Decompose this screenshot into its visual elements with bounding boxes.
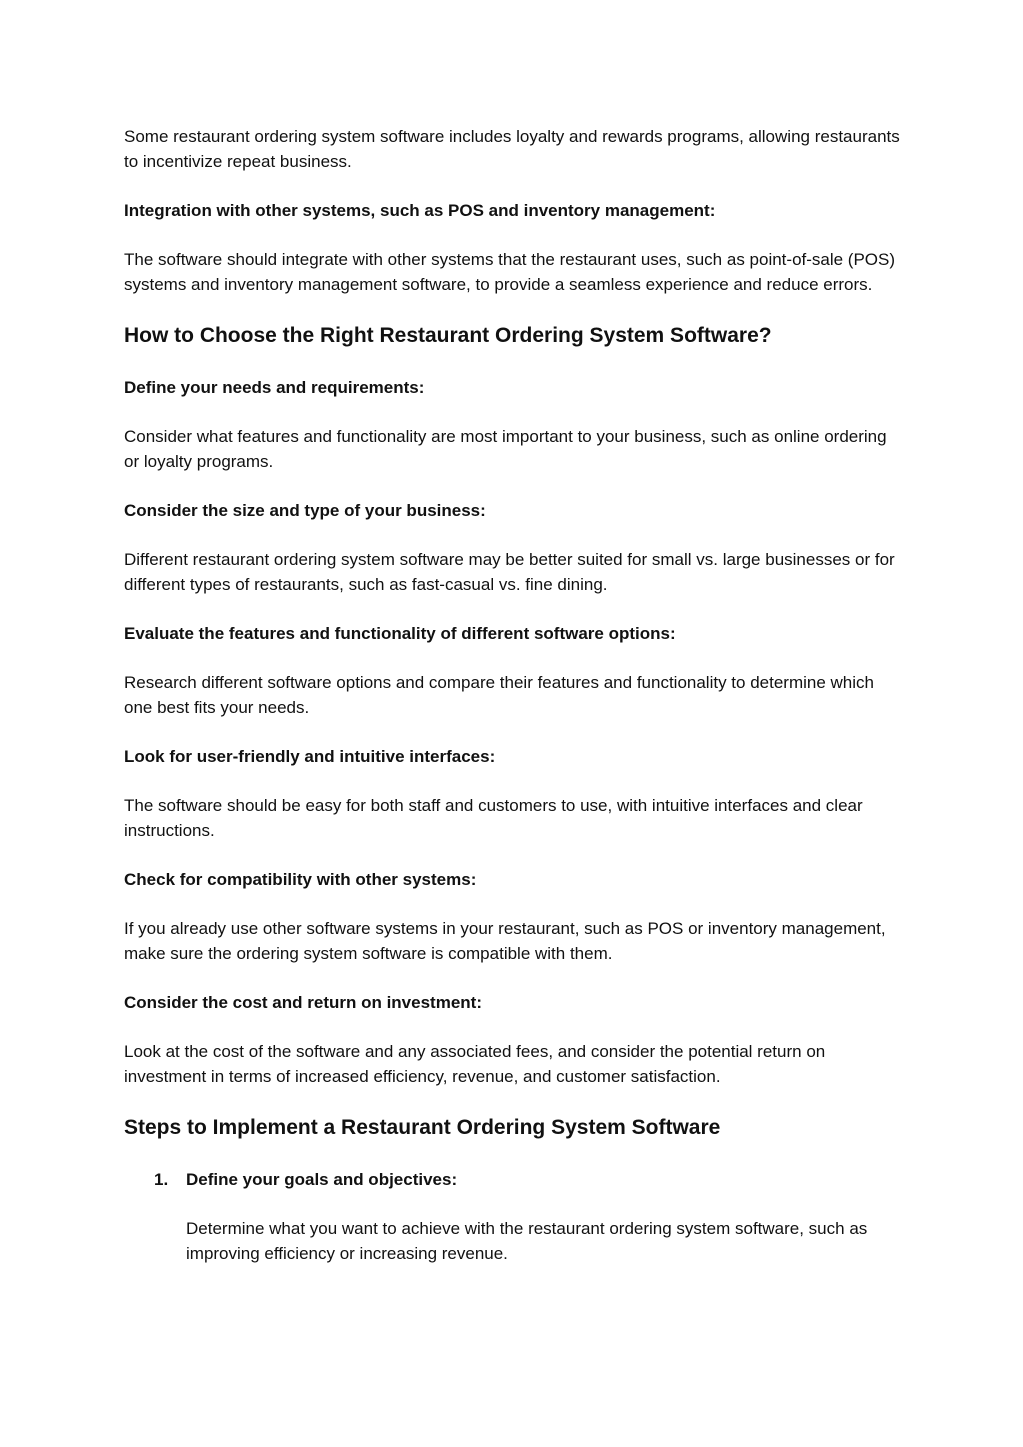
intro-paragraph: Some restaurant ordering system software includes loyalty and rewards programs, allowing restaurants to incentivize repeat business. <box>124 127 900 171</box>
step-number: 1. <box>154 1170 169 1189</box>
document-page <box>124 124 904 1290</box>
steps-section-title: Steps to Implement a Restaurant Ordering System Software <box>124 1116 721 1139</box>
choose-item-heading: Evaluate the features and functionality of different software options: <box>124 624 676 643</box>
choose-item-text: Look at the cost of the software and any associated fees, and consider the potential return on investment in terms of increased efficiency, revenue, and customer satisfaction. <box>124 1042 826 1086</box>
choose-item-heading: Define your needs and requirements: <box>124 378 425 397</box>
choose-item-text: If you already use other software systems in your restaurant, such as POS or inventory management, make sure the ordering system software is compatible with them. <box>124 919 886 963</box>
choose-item-text: Different restaurant ordering system software may be better suited for small vs. large businesses or for different types of restaurants, such as fast-casual vs. fine dining. <box>124 550 895 594</box>
choose-section-title: How to Choose the Right Restaurant Ordering System Software? <box>124 324 772 347</box>
choose-item-heading: Consider the cost and return on investment: <box>124 993 482 1012</box>
choose-item-text: Research different software options and compare their features and functionality to determine which one best fits your needs. <box>124 673 874 717</box>
integration-text: The software should integrate with other systems that the restaurant uses, such as point-of-sale (POS) systems and inventory management software, to provide a seamless experience and reduce errors. <box>124 250 896 294</box>
step-heading: Define your goals and objectives: <box>186 1170 458 1189</box>
choose-item-text: The software should be easy for both staff and customers to use, with intuitive interfaces and clear instructions. <box>124 796 863 840</box>
step-item <box>124 1167 904 1266</box>
steps-list <box>124 1167 904 1266</box>
choose-item-heading: Consider the size and type of your business: <box>124 501 486 520</box>
choose-item-heading: Look for user-friendly and intuitive interfaces: <box>124 747 496 766</box>
step-text: Determine what you want to achieve with the restaurant ordering system software, such as improving efficiency or increasing revenue. <box>186 1219 868 1263</box>
choose-item-heading: Check for compatibility with other systems: <box>124 870 477 889</box>
choose-item-text: Consider what features and functionality are most important to your business, such as online ordering or loyalty programs. <box>124 427 887 471</box>
integration-heading: Integration with other systems, such as POS and inventory management: <box>124 201 716 220</box>
